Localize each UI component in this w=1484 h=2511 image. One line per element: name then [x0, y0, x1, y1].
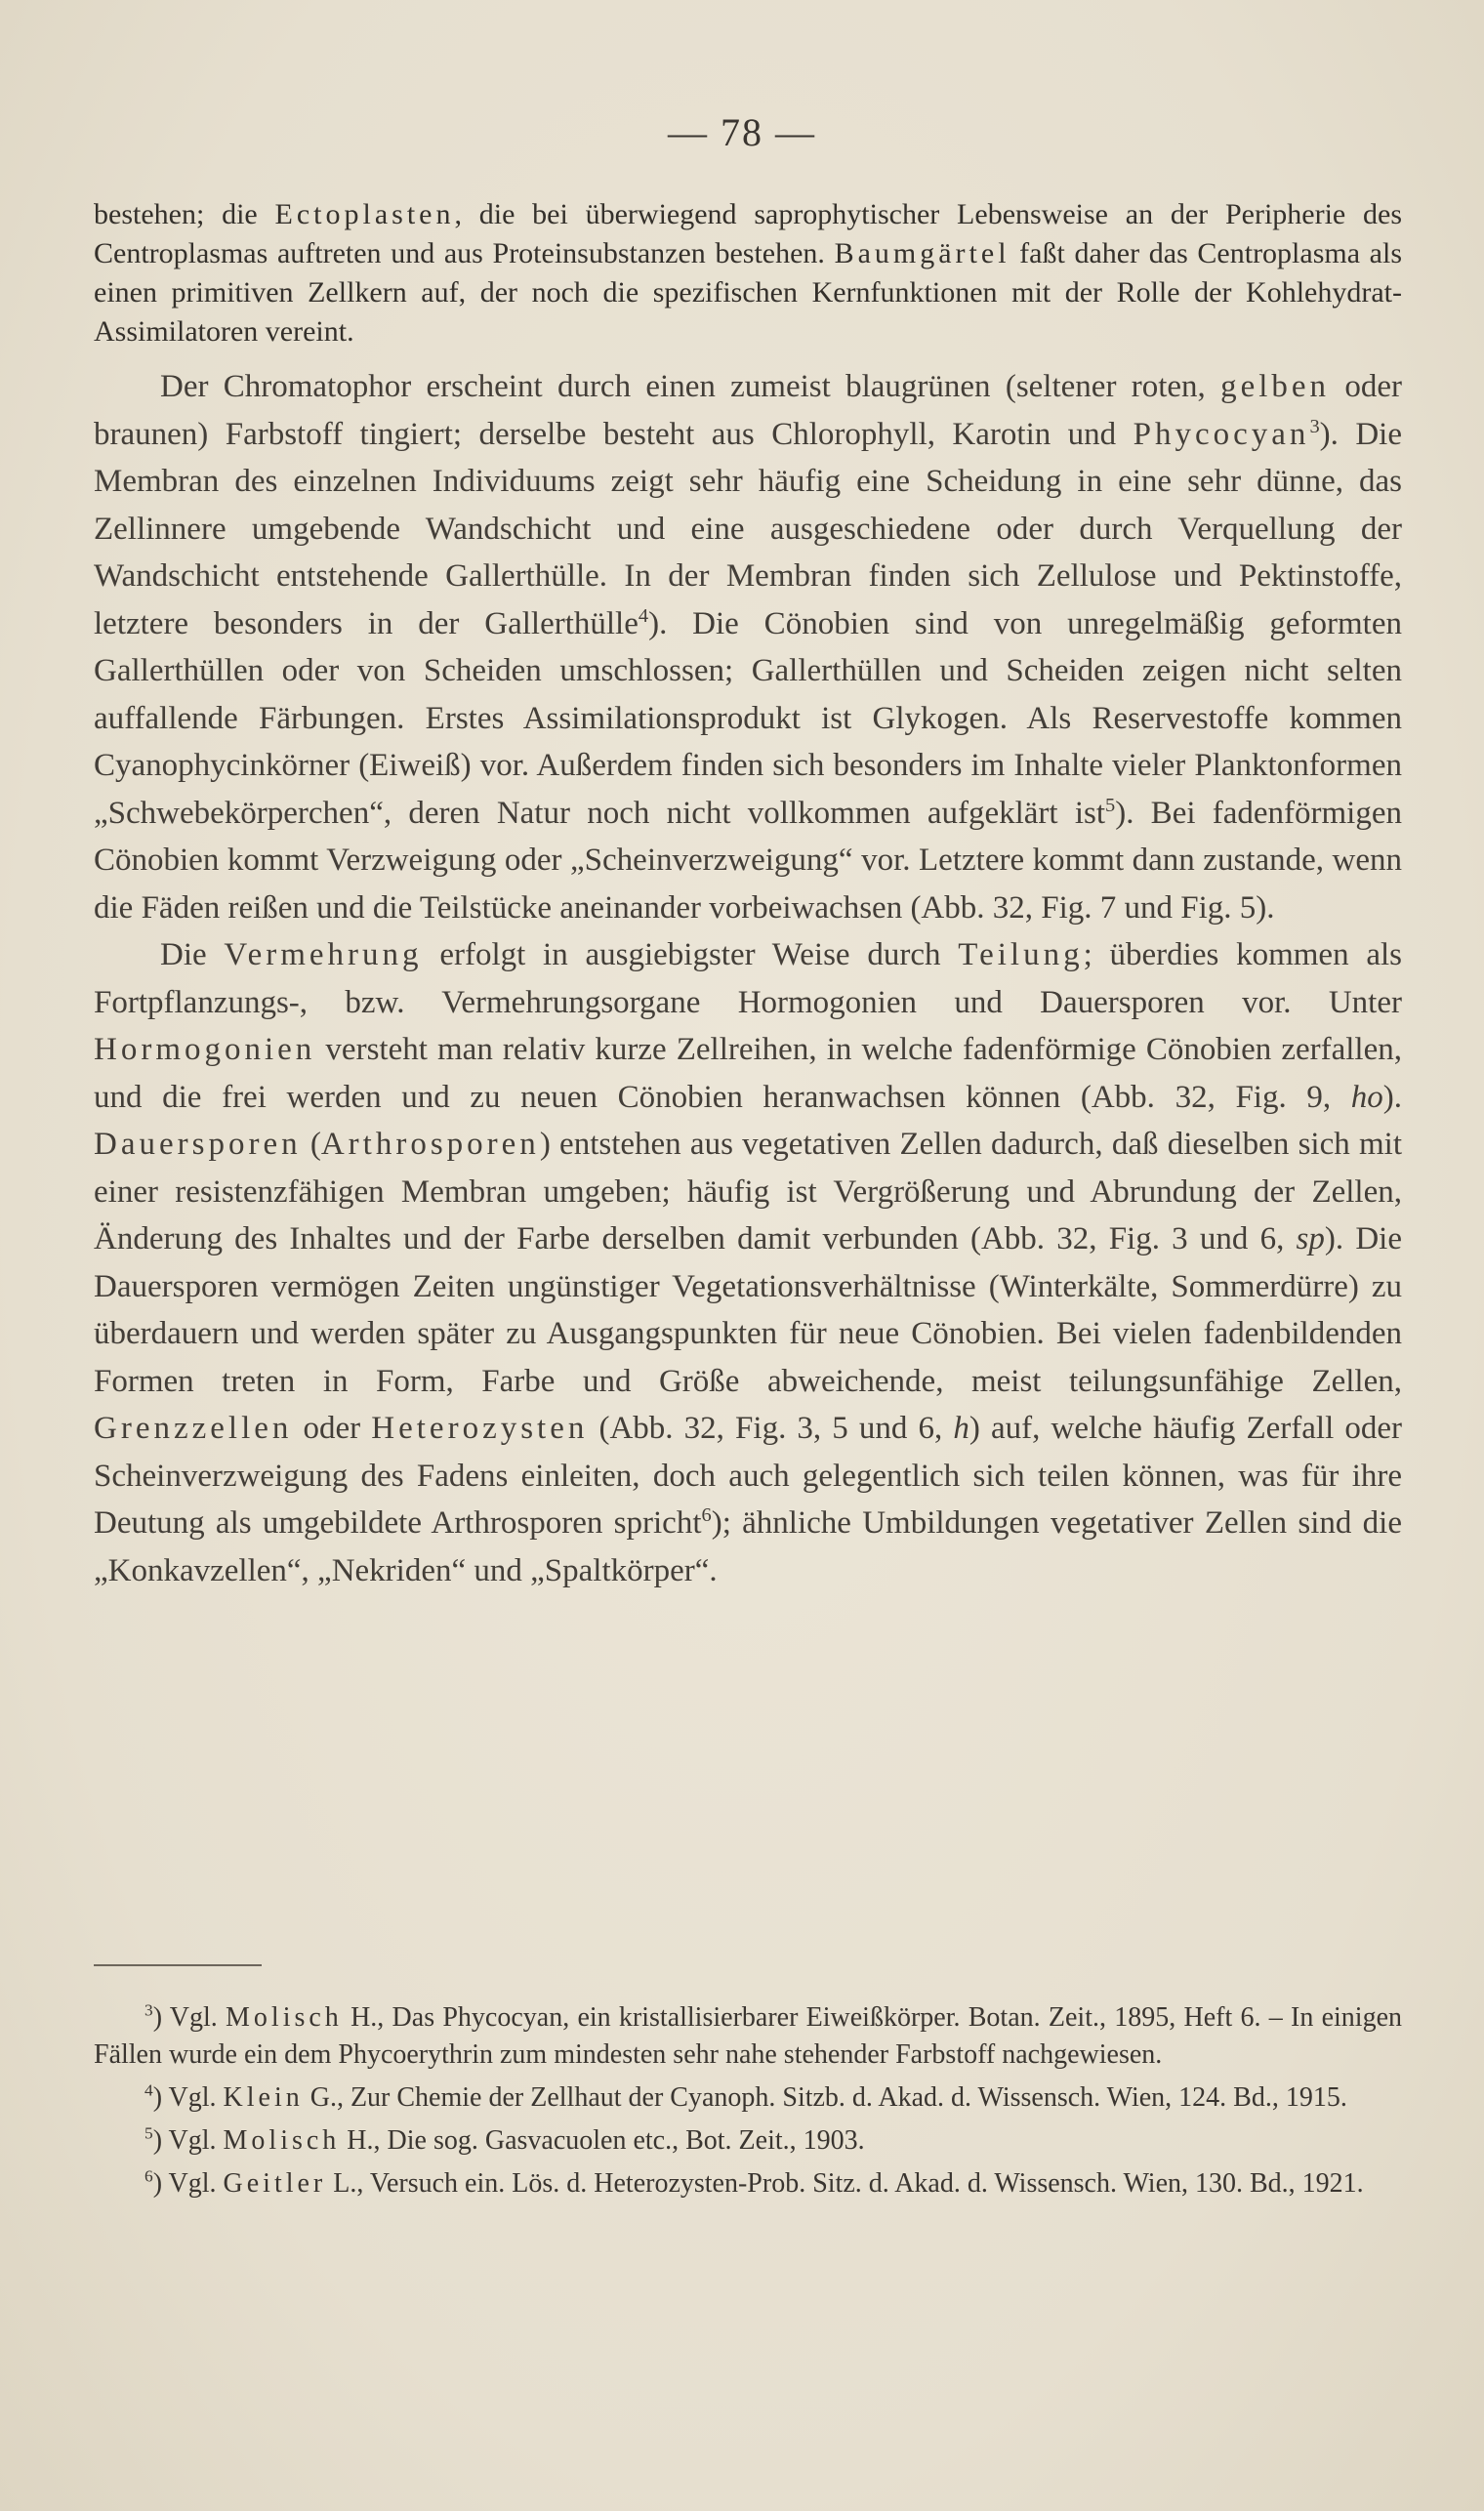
- footnote-3-author: Molisch: [226, 2002, 343, 2033]
- p1-text-4: ). Die Cönobien sind von unregelmäßig geformten Gallerthüllen oder von Scheiden umschlossen; Gallerthüllen und Scheiden zeigen nicht selten auffallende Färbungen. Erstes Assimilationsprodukt ist Glykogen. Als Reservestoffe kommen Cyanophycinkörner (Eiweiß) vor. Außerdem finden sich besonders im Inhalte vieler Planktonformen „Schwebekörperchen“, deren Natur noch nicht vollkommen aufgeklärt ist: [94, 605, 1402, 831]
- intro-text: [94, 195, 1402, 351]
- footnote-ref-5: 5: [1105, 794, 1116, 816]
- abbr-h: h: [953, 1411, 969, 1446]
- p2-text-10: (Abb. 32, Fig. 3, 5 und 6,: [588, 1411, 954, 1446]
- p2-text-11: ) auf, welche häufig Zerfall oder Scheinverzweigung des Fadens einleiten, doch auch gelegentlich sich teilen können, was für ihre Deutung als umgebildete Arthrosporen spricht: [94, 1411, 1403, 1541]
- footnotes: [94, 1999, 1402, 2208]
- footnote-5-author: Molisch: [223, 2125, 341, 2156]
- abbr-ho: ho: [1350, 1079, 1383, 1115]
- footnote-5-text-b: H., Die sog. Gasvacuolen etc., Bot. Zeit., 1903.: [340, 2125, 865, 2156]
- term-teilung: Teilung: [958, 937, 1084, 972]
- footnote-4-author: Klein: [223, 2082, 304, 2113]
- paragraph-chromatophor: [94, 363, 1402, 931]
- footnote-4-text-b: G., Zur Chemie der Zellhaut der Cyanoph. Sitzb. d. Akad. d. Wissensch. Wien, 124. Bd., 1915.: [303, 2082, 1347, 2113]
- intro-text-c: faßt daher das Centroplasma als einen primitiven Zellkern auf, der noch die spezifischen Kernfunktionen mit der Rolle der Kohlehydrat-Assimilatoren vereint.: [94, 237, 1403, 348]
- footnote-3-text-a: ) Vgl.: [152, 2002, 227, 2033]
- footnote-3: [94, 1999, 1402, 2074]
- p2-text-6: (: [301, 1127, 321, 1162]
- footnote-4-text-a: ) Vgl.: [152, 2082, 224, 2113]
- p2-text-1: Die: [160, 937, 225, 972]
- term-hormogonien: Hormogonien: [94, 1032, 316, 1067]
- p1-text-2: oder braunen) Farbstoff tingiert; derselbe besteht aus Chlorophyll, Karotin und: [94, 369, 1402, 452]
- footnote-5-number: 5: [144, 2123, 153, 2143]
- term-dauersporen: Dauersporen: [94, 1127, 302, 1162]
- p2-text-7: ) entstehen aus vegetativen Zellen dadurch, daß dieselben sich mit einer resistenzfähigen Membran umgeben; häufig ist Vergrößerung und Abrundung der Zellen, Änderung des Inhaltes und der Farbe derselben damit verbunden (Abb. 32, Fig. 3 und 6,: [94, 1127, 1402, 1256]
- footnote-3-number: 3: [144, 2000, 153, 2020]
- term-heterozysten: Heterozysten: [371, 1411, 589, 1446]
- footnote-4-number: 4: [144, 2080, 153, 2100]
- footnote-6-author: Geitler: [223, 2168, 327, 2199]
- footnote-5-text-a: ) Vgl.: [152, 2125, 224, 2156]
- author-baumgartel: Baumgärtel: [834, 237, 1010, 269]
- footnote-6-text-a: ) Vgl.: [152, 2168, 224, 2199]
- footnote-6-text-b: L., Versuch ein. Lös. d. Heterozysten-Prob. Sitz. d. Akad. d. Wissensch. Wien, 130. Bd., 1921.: [326, 2168, 1364, 2199]
- footnote-5: [94, 2122, 1402, 2160]
- footnote-ref-4: 4: [638, 604, 649, 627]
- footnote-4: [94, 2079, 1402, 2117]
- term-vermehrung: Vermehrung: [224, 937, 423, 972]
- footnote-3-text-b: H., Das Phycocyan, ein kristallisierbarer Eiweißkörper. Botan. Zeit., 1895, Heft 6. – In einigen Fällen wurde ein dem Phycoerythrin zum mindesten sehr nahe stehender Farbstoff nachgewiesen.: [94, 2002, 1403, 2070]
- footnote-6: [94, 2165, 1402, 2202]
- p1-text-3: ). Die Membran des einzelnen Individuums zeigt sehr häufig eine Scheidung in eine sehr dünne, das Zellinnere umgebende Wandschicht und eine ausgeschiedene oder durch Verquellung der Wandschicht entstehende Gallerthülle. In der Membran finden sich Zellulose und Pektinstoffe, letztere besonders in der Gallerthülle: [94, 416, 1402, 641]
- main-text: [94, 363, 1402, 1594]
- intro-text-a: bestehen; die: [94, 198, 275, 230]
- term-phycocyan: Phycocyan: [1133, 416, 1310, 452]
- footnote-6-number: 6: [144, 2166, 153, 2186]
- footnote-divider: [94, 1964, 262, 1966]
- p2-text-3: ; überdies kommen als Fortpflanzungs-, bzw. Vermehrungsorgane Hormogonien und Dauersporen vor. Unter: [94, 937, 1402, 1020]
- p1-text-1: Der Chromatophor erscheint durch einen zumeist blaugrünen (seltener roten,: [160, 369, 1221, 404]
- intro-paragraph: [94, 195, 1402, 351]
- footnote-ref-6: 6: [701, 1504, 712, 1526]
- p2-text-2: erfolgt in ausgiebigster Weise durch: [422, 937, 959, 972]
- abbr-sp: sp: [1296, 1221, 1325, 1256]
- paragraph-vermehrung: [94, 931, 1402, 1594]
- term-arthrosporen: Arthrosporen: [320, 1127, 540, 1162]
- footnote-ref-3: 3: [1309, 415, 1320, 437]
- p2-text-8: ). Die Dauersporen vermögen Zeiten ungünstiger Vegetationsverhältnisse (Winterkälte, Sommerdürre) zu überdauern und werden später zu Ausgangspunkten für neue Cönobien. Bei vielen fadenbildenden Formen treten in Form, Farbe und Größe abweichende, meist teilungsunfähige Zellen,: [94, 1221, 1402, 1399]
- p2-text-9: oder: [292, 1411, 372, 1446]
- p1-gelben: gelben: [1220, 369, 1331, 404]
- term-ectoplasten: Ectoplasten: [274, 198, 455, 230]
- p2-text-5: ).: [1382, 1079, 1402, 1115]
- intro-text-b: , die bei überwiegend saprophytischer Lebensweise an der Peripherie des Centroplasmas auftreten und aus Proteinsubstanzen bestehen.: [94, 198, 1402, 269]
- p1-text-5: ). Bei fadenförmigen Cönobien kommt Verzweigung oder „Scheinverzweigung“ vor. Letztere kommt dann zustande, wenn die Fäden reißen und die Teilstücke aneinander vorbeiwachsen (Abb. 32, Fig. 7 und Fig. 5).: [94, 795, 1402, 926]
- term-grenzzellen: Grenzzellen: [94, 1411, 293, 1446]
- p2-text-12: ); ähnliche Umbildungen vegetativer Zellen sind die „Konkavzellen“, „Nekriden“ und „Spaltkörper“.: [94, 1505, 1402, 1588]
- p2-text-4: versteht man relativ kurze Zellreihen, in welche fadenförmige Cönobien zerfallen, und die frei werden und zu neuen Cönobien heranwachsen können (Abb. 32, Fig. 9,: [94, 1032, 1402, 1115]
- page-number: — 78 —: [668, 110, 816, 154]
